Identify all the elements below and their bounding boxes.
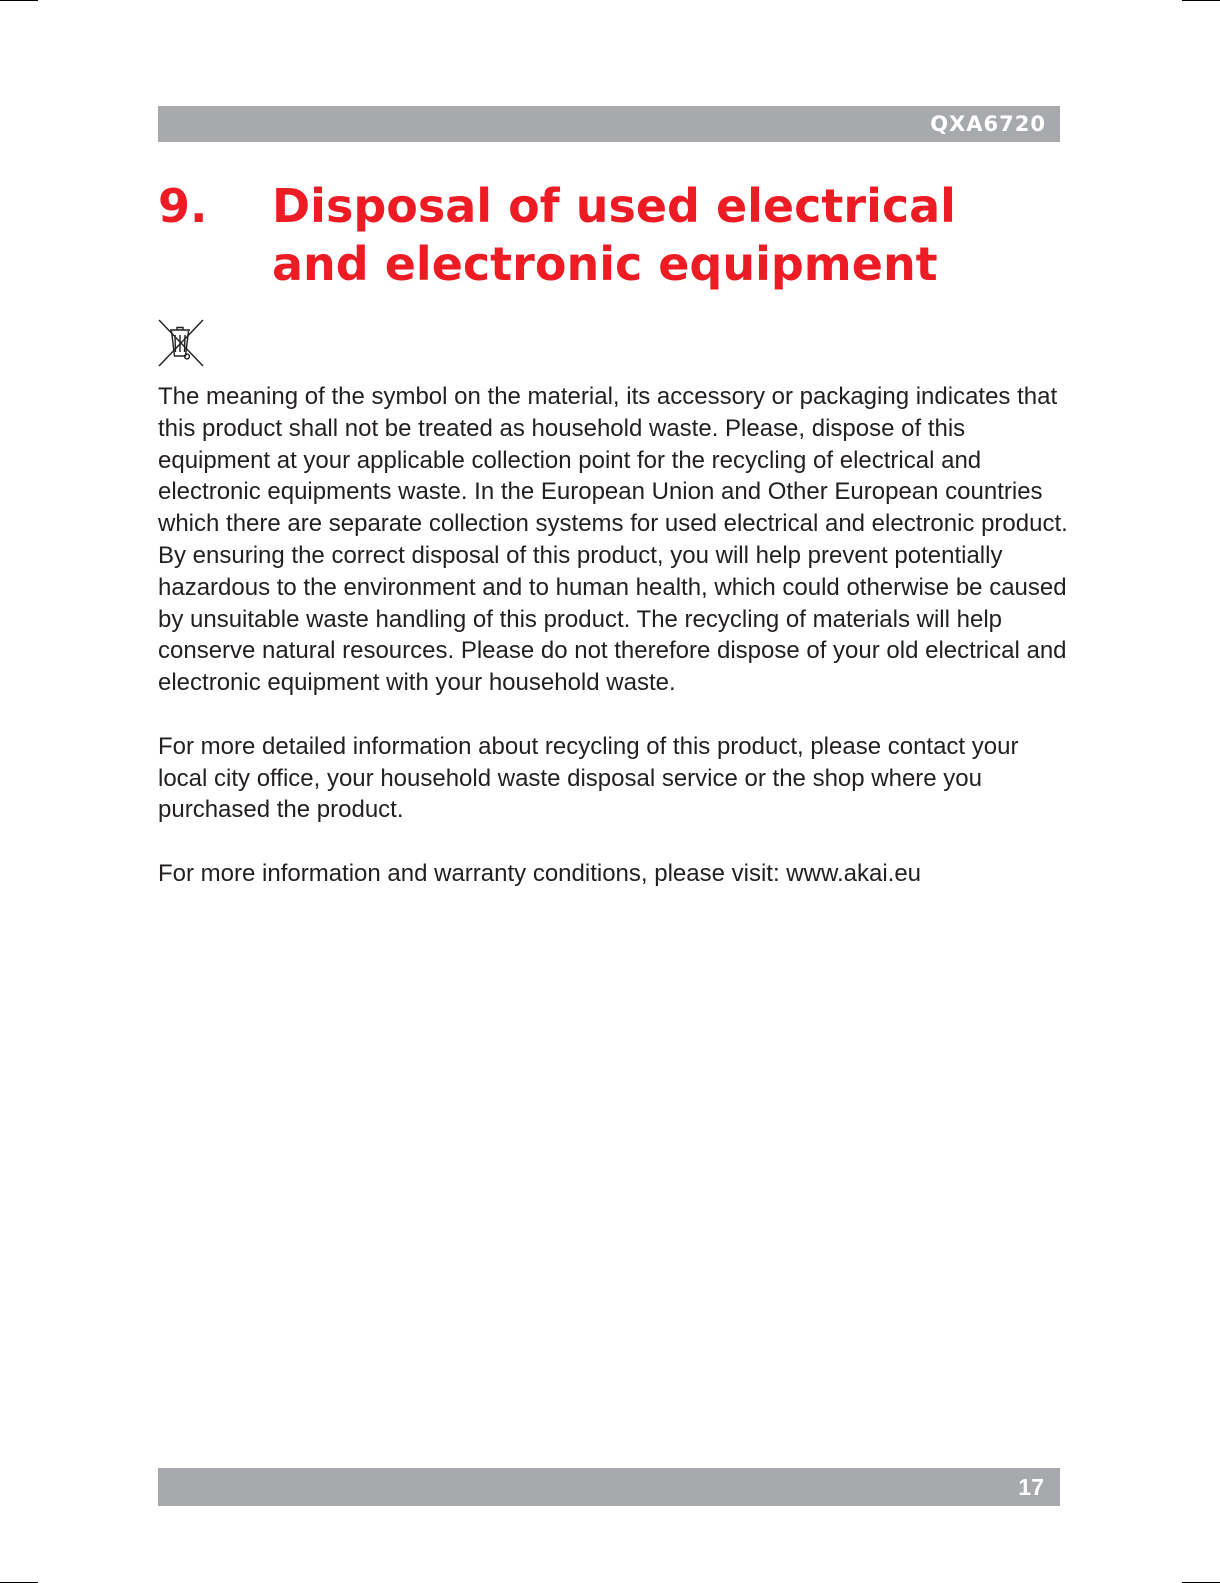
model-number: QXA6720 bbox=[930, 112, 1046, 136]
footer-bar bbox=[158, 1468, 1060, 1506]
section-number: 9. bbox=[158, 179, 208, 233]
paragraph-warranty-info: For more information and warranty conditions, please visit: www.akai.eu bbox=[158, 859, 922, 887]
header-bar bbox=[158, 106, 1060, 142]
paragraph-recycling-contact: For more detailed information about recycling of this product, please contact your local city office, your household waste disposal service or the shop where you purchased the product. bbox=[158, 732, 1019, 824]
section-title-line-2: and electronic equipment bbox=[272, 237, 938, 291]
body-text bbox=[158, 381, 1068, 922]
page-number: 17 bbox=[1018, 1474, 1044, 1500]
section-title-text bbox=[272, 177, 1032, 293]
crop-mark-top-left bbox=[0, 0, 38, 1]
paragraph-disposal-info: The meaning of the symbol on the material, its accessory or packaging indicates that this product shall not be treated as household waste. Please, dispose of this equipment at your applicable collection point for the recycling of electrical and electronic equipments waste. In the European Union and Other European countries which there are separate collection systems for used electrical and electronic product. By ensuring the correct disposal of this product, you will help prevent potentially hazardous to the environment and to human health, which could otherwise be caused by unsuitable waste handling of this product. The recycling of materials will help conserve natural resources. Please do not therefore dispose of your old electrical and electronic equipment with your household waste. bbox=[158, 383, 1068, 697]
section-title-line-1: Disposal of used electrical bbox=[272, 179, 956, 233]
crop-mark-top-right bbox=[1182, 0, 1220, 1]
crossed-out-wheelie-bin-icon bbox=[156, 318, 206, 368]
